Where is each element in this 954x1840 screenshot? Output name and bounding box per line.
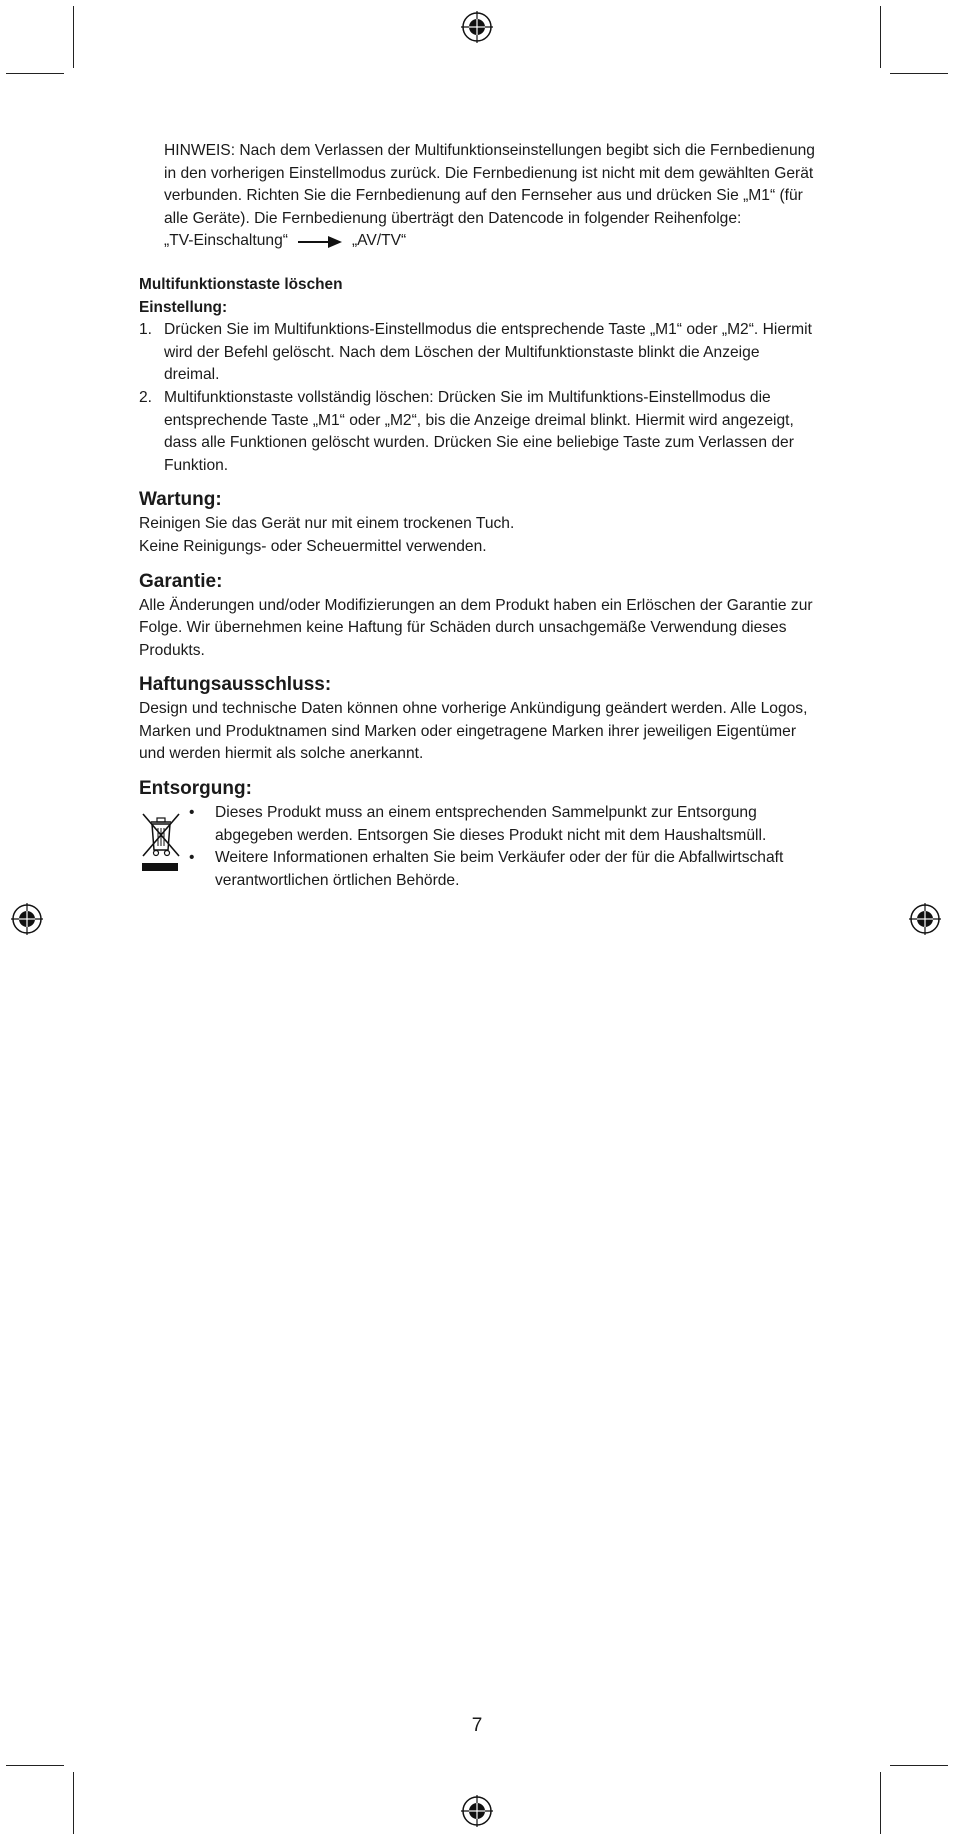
list-item xyxy=(139,847,819,892)
list-item xyxy=(139,387,819,477)
disposal-list xyxy=(139,802,819,892)
disposal-section xyxy=(139,802,819,892)
disposal-item-text: Weitere Informationen erhalten Sie beim Verkäufer oder der für die Abfallwirtschaft verantwortlichen örtlichen Behörde. xyxy=(215,849,784,889)
disclaimer-text: Design und technische Daten können ohne vorherige Ankündigung geändert werden. Alle Logos, Marken und Produktnamen sind Marken oder eingetragene Marken ihrer jeweiligen Eigentümer und werden hiermit als solche anerkannt. xyxy=(139,700,808,763)
crop-mark-bottom-right-vertical xyxy=(880,1772,881,1834)
crop-mark-bottom-left-vertical xyxy=(73,1772,74,1834)
page-number: 7 xyxy=(471,1715,483,1736)
sequence-from: „TV-Einschaltung“ xyxy=(164,232,288,250)
code-sequence xyxy=(164,230,819,253)
bullet: • xyxy=(189,849,195,867)
step-text: Drücken Sie im Multifunktions-Einstellmodus die entsprechende Taste „M1“ oder „M2“. Hiermit wird der Befehl gelöscht. Nach dem Löschen der Multifunktionstaste blinkt die Anzeige dreimal. xyxy=(164,321,812,384)
registration-target-icon xyxy=(908,902,942,936)
disposal-item-text: Dieses Produkt muss an einem entsprechenden Sammelpunkt zur Entsorgung abgegeben werden. Entsorgen Sie dieses Produkt nicht mit dem Haushaltsmüll. xyxy=(215,804,767,844)
note-paragraph: HINWEIS: Nach dem Verlassen der Multifunktionseinstellungen begibt sich die Fernbedienung in den vorherigen Einstellmodus zurück. Die Fernbedienung ist nicht mit dem gewählten Gerät verbunden. Richten Sie die Fernbedienung auf den Fernseher aus und drücken Sie „M1“ (für alle Geräte). Die Fernbedienung überträgt den Datencode in folgender Reihenfolge: xyxy=(164,142,815,227)
maintenance-line: Keine Reinigungs- oder Scheuermittel verwenden. xyxy=(139,537,487,555)
multifunction-title: Multifunktionstaste löschen xyxy=(139,275,343,293)
crop-mark-top-left-vertical xyxy=(73,6,74,68)
registration-target-icon xyxy=(460,10,494,44)
warranty-heading: Garantie: xyxy=(139,570,223,592)
list-item xyxy=(139,319,819,387)
crop-mark-top-right-horizontal xyxy=(890,73,948,74)
disposal-heading: Entsorgung: xyxy=(139,778,252,800)
crop-mark-top-right-vertical xyxy=(880,6,881,68)
warranty-text: Alle Änderungen und/oder Modifizierungen an dem Produkt haben ein Erlöschen der Garantie zur Folge. Wir übernehmen keine Haftung für Schäden durch unsachgemäße Verwendung dieses Produkts. xyxy=(139,596,813,659)
maintenance-heading: Wartung: xyxy=(139,489,222,511)
list-item xyxy=(139,802,819,847)
steps-list xyxy=(139,319,819,477)
arrow-right-icon xyxy=(298,235,342,249)
disclaimer-heading: Haftungsausschluss: xyxy=(139,674,332,696)
step-number: 2. xyxy=(139,388,153,406)
step-number: 1. xyxy=(139,321,153,339)
crop-mark-bottom-left-horizontal xyxy=(6,1765,64,1766)
registration-target-icon xyxy=(10,902,44,936)
setup-label: Einstellung: xyxy=(139,298,228,316)
step-text: Multifunktionstaste vollständig löschen: Drücken Sie im Multifunktions-Einstellmodus die entsprechende Taste „M1“ oder „M2“, bis die Anzeige dreimal blinkt. Hiermit wird angezeigt, dass alle Funktionen gelöscht wurden. Drücken Sie eine beliebige Taste zum Verlassen der Funktion. xyxy=(164,388,794,474)
page-content xyxy=(139,140,819,892)
sequence-to: „AV/TV“ xyxy=(351,232,407,250)
crop-mark-top-left-horizontal xyxy=(6,73,64,74)
registration-target-icon xyxy=(460,1794,494,1828)
bullet: • xyxy=(189,804,195,822)
maintenance-line: Reinigen Sie das Gerät nur mit einem trockenen Tuch. xyxy=(139,515,515,533)
crop-mark-bottom-right-horizontal xyxy=(890,1765,948,1766)
